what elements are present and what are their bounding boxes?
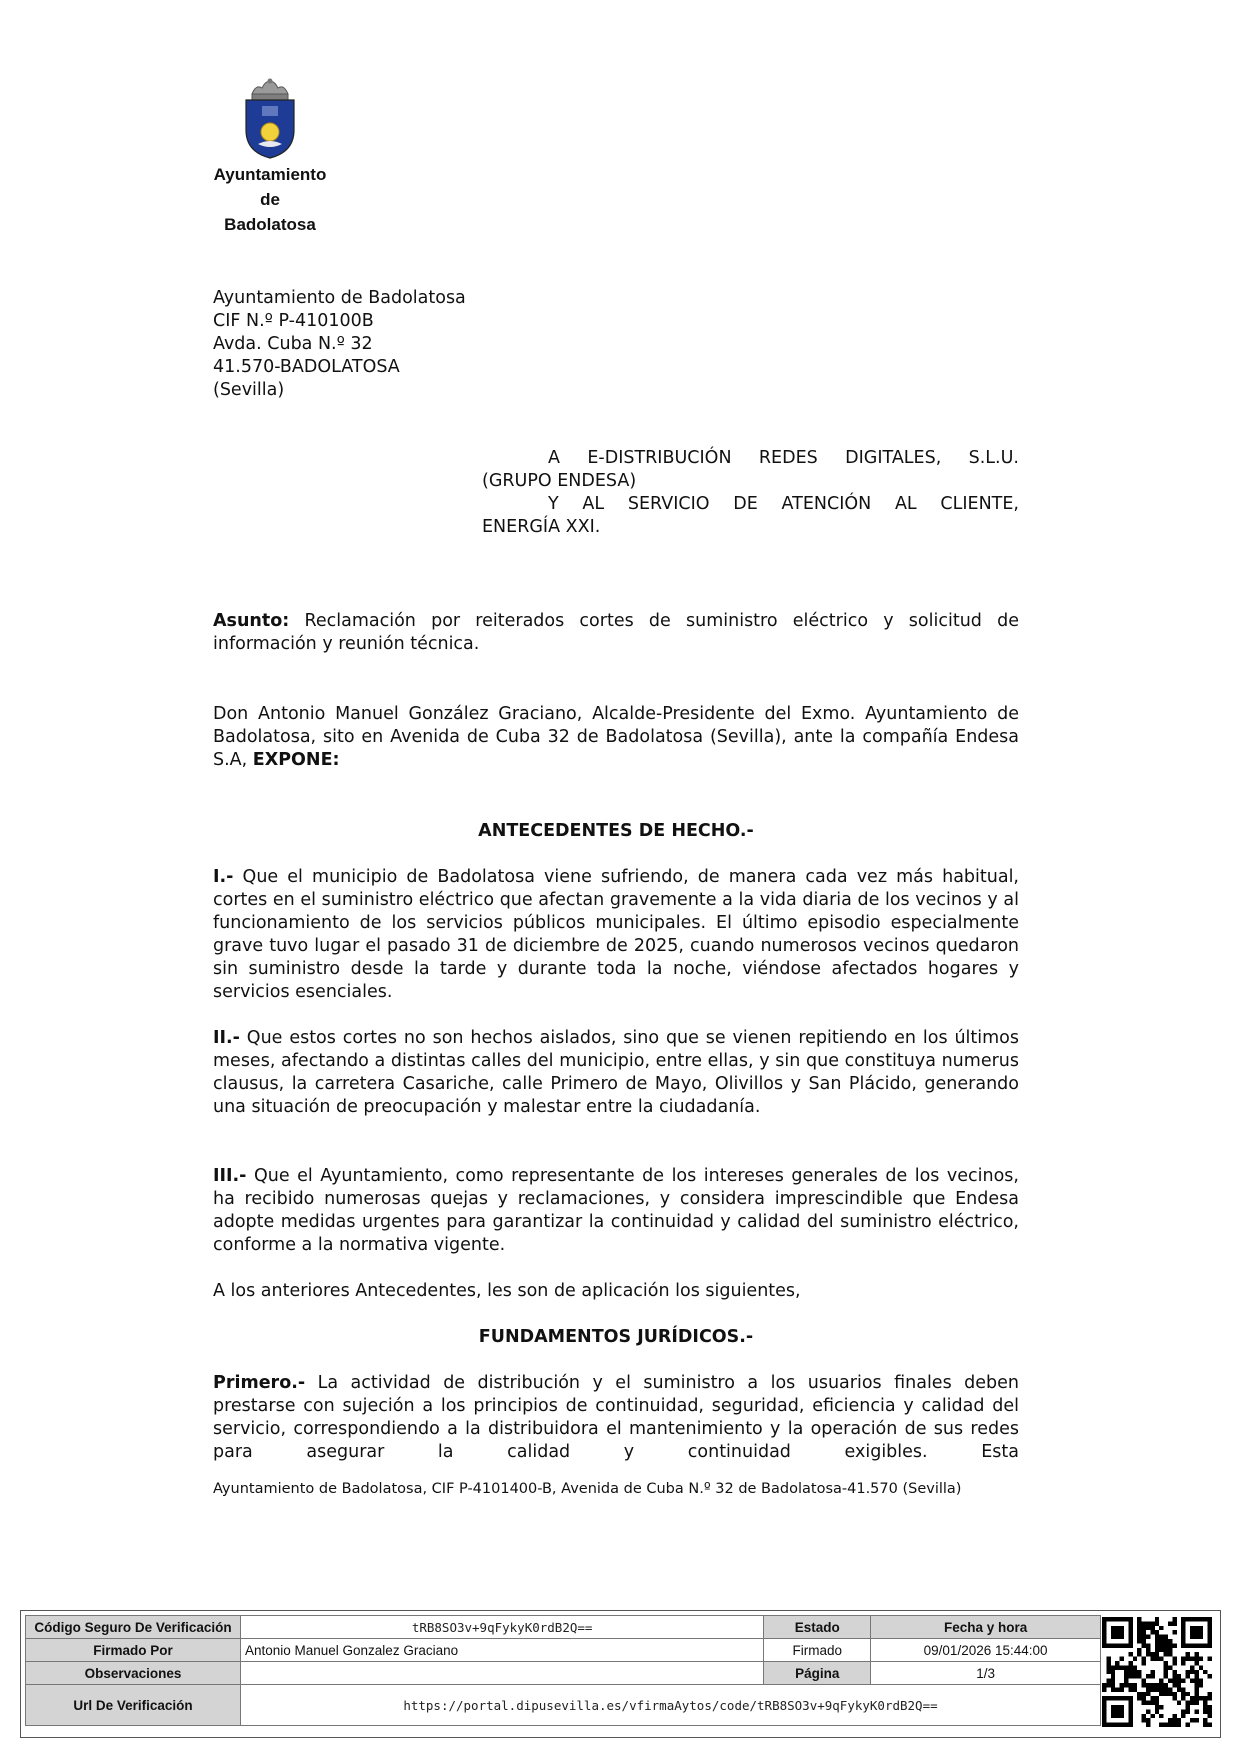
recipient-line: ENERGÍA XXI. [482,517,601,537]
estado-label: Estado [764,1616,871,1639]
sender-line: CIF N.º P-410100B [213,311,374,331]
estado-value: Firmado [764,1639,871,1662]
antecedente-text: Que el municipio de Badolatosa viene sufriendo, de manera cada vez más habitual, cortes en el suministro eléctrico que afectan gravemente a la vida diaria de los vecinos y al funcionamiento de los servicios públicos municipales. El último episodio especialmente grave tuvo lugar el pasado 31 de diciembre de 2025, cuando numerosos vecinos quedaron sin suministro desde la tarde y durante toda la noche, viéndose afectados hogares y servicios esenciales. [213,867,1019,1002]
recipient-address [482,447,1019,539]
signature-verification-box [20,1610,1221,1738]
logo-line-3: Badolatosa [224,215,316,234]
sender-line: Ayuntamiento de Badolatosa [213,288,466,308]
fundamento-1 [213,1372,1019,1464]
observaciones-label: Observaciones [26,1662,241,1685]
fecha-value: 09/01/2026 15:44:00 [871,1639,1101,1662]
recipient-line: A E-DISTRIBUCIÓN REDES DIGITALES, S.L.U. [548,448,1019,468]
intro-text: Don Antonio Manuel González Graciano, Alcalde-Presidente del Exmo. Ayuntamiento de Badolatosa, sito en Avenida de Cuba 32 de Badolatosa (Sevilla), ante la compañía Endesa S.A, [213,704,1019,770]
csv-value: tRB8SO3v+9qFykyK0rdB2Q== [240,1616,763,1639]
csv-label: Código Seguro De Verificación [26,1616,241,1639]
observaciones-value [240,1662,763,1685]
table-row [26,1685,1101,1726]
qr-code-icon[interactable] [1102,1617,1212,1727]
logo-line-2: de [260,190,280,209]
antecedente-label: I.- [213,867,234,887]
closing-text: A los anteriores Antecedentes, les son de aplicación los siguientes, [213,1281,801,1301]
subject [213,610,1019,656]
table-row [26,1662,1101,1685]
antecedente-label: II.- [213,1028,240,1048]
antecedente-1 [213,866,1019,1004]
intro-paragraph [213,703,1019,772]
sender-line: (Sevilla) [213,380,285,400]
pagina-value: 1/3 [871,1662,1101,1685]
firmado-label: Firmado Por [26,1639,241,1662]
fundamento-label: Primero.- [213,1373,306,1393]
antecedente-text: Que estos cortes no son hechos aislados, sino que se vienen repitiendo en los últimos meses, afectando a distintas calles del municipio, entre ellas, y sin que constituya numerus clausus, la carretera Casariche, calle Primero de Mayo, Olivillos y San Plácido, generando una situación de preocupación y malestar entre la ciudadanía. [213,1028,1019,1117]
antecedente-label: III.- [213,1166,247,1186]
url-verification-link[interactable]: https://portal.dipusevilla.es/vfirmaAytos/code/tRB8SO3v+9qFykyK0rdB2Q== [240,1685,1100,1726]
pagina-label: Página [764,1662,871,1685]
recipient-line: (GRUPO ENDESA) [482,471,637,491]
antecedente-2 [213,1027,1019,1119]
fecha-label: Fecha y hora [871,1616,1101,1639]
table-row [26,1639,1101,1662]
antecedentes-section [213,820,1019,843]
municipal-logo [205,78,335,237]
signature-table [25,1615,1101,1726]
antecedente-text: Que el Ayuntamiento, como representante de los intereses generales de los vecinos, ha recibido numerosas quejas y reclamaciones, y considera imprescindible que Endesa adopte medidas urgentes para garantizar la continuidad y calidad del suministro eléctrico, conforme a la normativa vigente. [213,1166,1019,1255]
coat-of-arms-icon [242,78,298,160]
sender-line: Avda. Cuba N.º 32 [213,334,373,354]
fundamentos-section [213,1326,1019,1349]
url-label: Url De Verificación [26,1685,241,1726]
subject-label: Asunto: [213,611,290,631]
antecedente-3 [213,1165,1019,1257]
fundamentos-heading: FUNDAMENTOS JURÍDICOS.- [478,1327,754,1347]
intro-expone: EXPONE: [252,750,340,770]
antecedentes-heading: ANTECEDENTES DE HECHO.- [478,821,754,841]
subject-text: Reclamación por reiterados cortes de suministro eléctrico y solicitud de información y reunión técnica. [213,611,1019,654]
table-row [26,1616,1101,1639]
sender-line: 41.570-BADOLATOSA [213,357,400,377]
sender-address [213,287,466,402]
firmado-value: Antonio Manuel Gonzalez Graciano [240,1639,763,1662]
antecedentes-closing [213,1280,1019,1303]
page-footer: Ayuntamiento de Badolatosa, CIF P-4101400-B, Avenida de Cuba N.º 32 de Badolatosa-41.570 (Sevilla) [213,1481,962,1497]
fundamento-text: La actividad de distribución y el suministro a los usuarios finales deben prestarse con sujeción a los principios de continuidad, seguridad, eficiencia y calidad del servicio, correspondiendo a la distribuidora el mantenimiento y la operación de sus redes para asegurar la calidad y continuidad exigibles. Esta [213,1373,1019,1462]
logo-line-1: Ayuntamiento [213,165,327,184]
recipient-line: Y AL SERVICIO DE ATENCIÓN AL CLIENTE, [548,494,1019,514]
